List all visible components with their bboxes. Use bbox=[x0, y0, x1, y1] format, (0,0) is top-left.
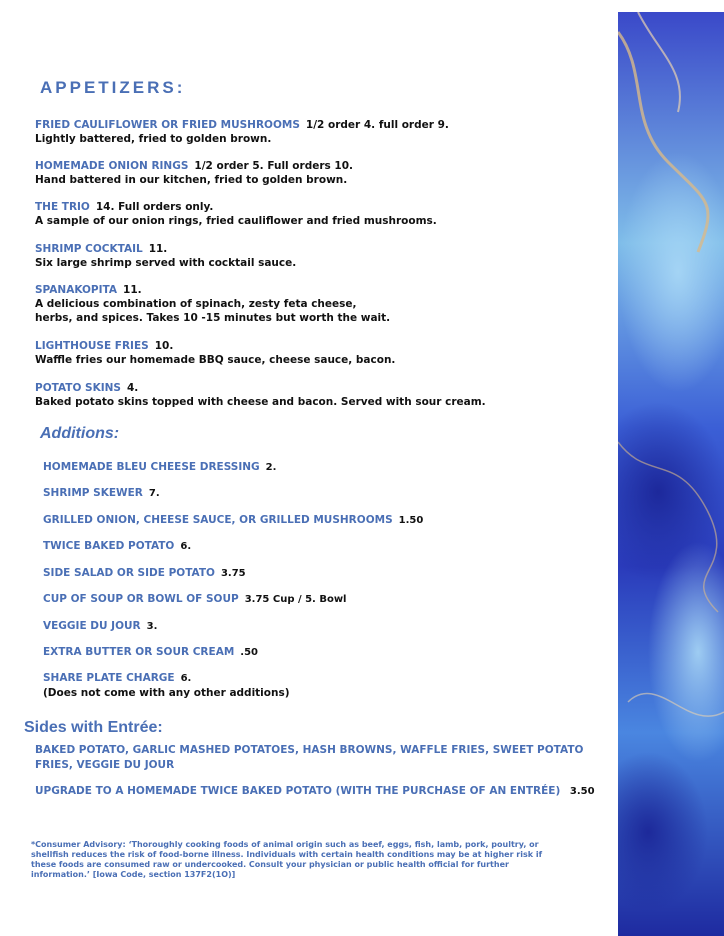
item-price: 2. bbox=[265, 462, 277, 473]
upgrade-text: UPGRADE TO A HOMEMADE TWICE BAKED POTATO (WITH THE PURCHASE OF AN ENTRÉE) bbox=[35, 785, 561, 797]
item-price: 4. bbox=[126, 382, 139, 394]
item-description: A delicious combination of spinach, zesty feta cheese, bbox=[35, 298, 357, 310]
item-name: SPANAKOPITA bbox=[35, 284, 118, 296]
item-name: HOMEMADE ONION RINGS bbox=[35, 160, 189, 172]
item-price: 11. bbox=[123, 284, 142, 296]
item-price: 14. Full orders only. bbox=[95, 201, 214, 213]
addition-item bbox=[43, 592, 347, 607]
item-name: HOMEMADE BLEU CHEESE DRESSING bbox=[43, 461, 260, 473]
item-description: Baked potato skins topped with cheese and bacon. Served with sour cream. bbox=[35, 396, 486, 408]
addition-item bbox=[43, 645, 258, 660]
item-price: 1/2 order 5. Full orders 10. bbox=[194, 160, 354, 172]
addition-item bbox=[43, 486, 160, 501]
menu-item bbox=[35, 283, 390, 325]
decorative-marble-strip bbox=[618, 12, 724, 936]
menu-item bbox=[35, 200, 437, 228]
menu-item bbox=[35, 159, 353, 187]
item-note: (Does not come with any other additions) bbox=[43, 687, 290, 699]
item-name: FRIED CAULIFLOWER OR FRIED MUSHROOMS bbox=[35, 119, 300, 131]
item-name: TWICE BAKED POTATO bbox=[43, 540, 175, 552]
appetizers-heading: APPETIZERS: bbox=[40, 78, 186, 97]
item-name: SHRIMP SKEWER bbox=[43, 487, 143, 499]
addition-item bbox=[43, 460, 276, 475]
sides-heading: Sides with Entrée: bbox=[24, 719, 163, 736]
addition-item bbox=[43, 619, 157, 634]
item-price: 3.75 bbox=[220, 568, 246, 579]
item-description: A sample of our onion rings, fried cauliflower and fried mushrooms. bbox=[35, 215, 437, 227]
menu-item bbox=[35, 118, 449, 146]
item-name: POTATO SKINS bbox=[35, 382, 121, 394]
item-name: GRILLED ONION, CHEESE SAUCE, OR GRILLED MUSHROOMS bbox=[43, 514, 393, 526]
item-price: 1/2 order 4. full order 9. bbox=[305, 119, 449, 131]
item-price: 6. bbox=[180, 673, 192, 684]
item-name: SHRIMP COCKTAIL bbox=[35, 243, 143, 255]
addition-item bbox=[43, 671, 290, 700]
item-name: LIGHTHOUSE FRIES bbox=[35, 340, 149, 352]
item-description: Waffle fries our homemade BBQ sauce, cheese sauce, bacon. bbox=[35, 354, 396, 366]
item-price: 7. bbox=[148, 488, 160, 499]
item-description: herbs, and spices. Takes 10 -15 minutes but worth the wait. bbox=[35, 312, 391, 324]
item-price: 11. bbox=[148, 243, 168, 255]
item-price: 1.50 bbox=[398, 515, 424, 526]
additions-heading: Additions: bbox=[40, 425, 120, 442]
item-name: CUP OF SOUP OR BOWL OF SOUP bbox=[43, 593, 239, 605]
addition-item bbox=[43, 539, 191, 554]
item-name: VEGGIE DU JOUR bbox=[43, 620, 141, 632]
menu-item bbox=[35, 339, 395, 367]
item-price: 3.75 Cup / 5. Bowl bbox=[244, 594, 347, 605]
item-description: Hand battered in our kitchen, fried to golden brown. bbox=[35, 174, 348, 186]
item-price: .50 bbox=[240, 647, 258, 658]
addition-item bbox=[43, 566, 246, 581]
upgrade-price: 3.50 bbox=[569, 786, 595, 797]
consumer-advisory: *Consumer Advisory: ‘Thoroughly cooking foods of animal origin such as beef, eggs, fish, lamb, pork, poultry, or shellfish reduces the risk of food-borne illness. Individuals with certain health conditions may be at higher risk if these foods are consumed raw or undercooked. Consult your physician or public health official for further information.’ [Iowa Code, section 137F2(1O)] bbox=[31, 840, 543, 879]
item-name: SIDE SALAD OR SIDE POTATO bbox=[43, 567, 215, 579]
item-price: 3. bbox=[146, 621, 158, 632]
item-description: Lightly battered, fried to golden brown. bbox=[35, 133, 272, 145]
sides-list: BAKED POTATO, GARLIC MASHED POTATOES, HASH BROWNS, WAFFLE FRIES, SWEET POTATO FRIES, VEGGIE DU JOUR bbox=[35, 744, 584, 771]
menu-item bbox=[35, 242, 296, 270]
item-name: SHARE PLATE CHARGE bbox=[43, 672, 175, 684]
item-name: THE TRIO bbox=[35, 201, 90, 213]
item-price: 10. bbox=[154, 340, 174, 352]
addition-item bbox=[43, 513, 423, 528]
item-name: EXTRA BUTTER OR SOUR CREAM bbox=[43, 646, 235, 658]
item-price: 6. bbox=[180, 541, 192, 552]
upgrade-line bbox=[35, 784, 605, 799]
item-description: Six large shrimp served with cocktail sauce. bbox=[35, 257, 297, 269]
menu-item bbox=[35, 381, 486, 409]
